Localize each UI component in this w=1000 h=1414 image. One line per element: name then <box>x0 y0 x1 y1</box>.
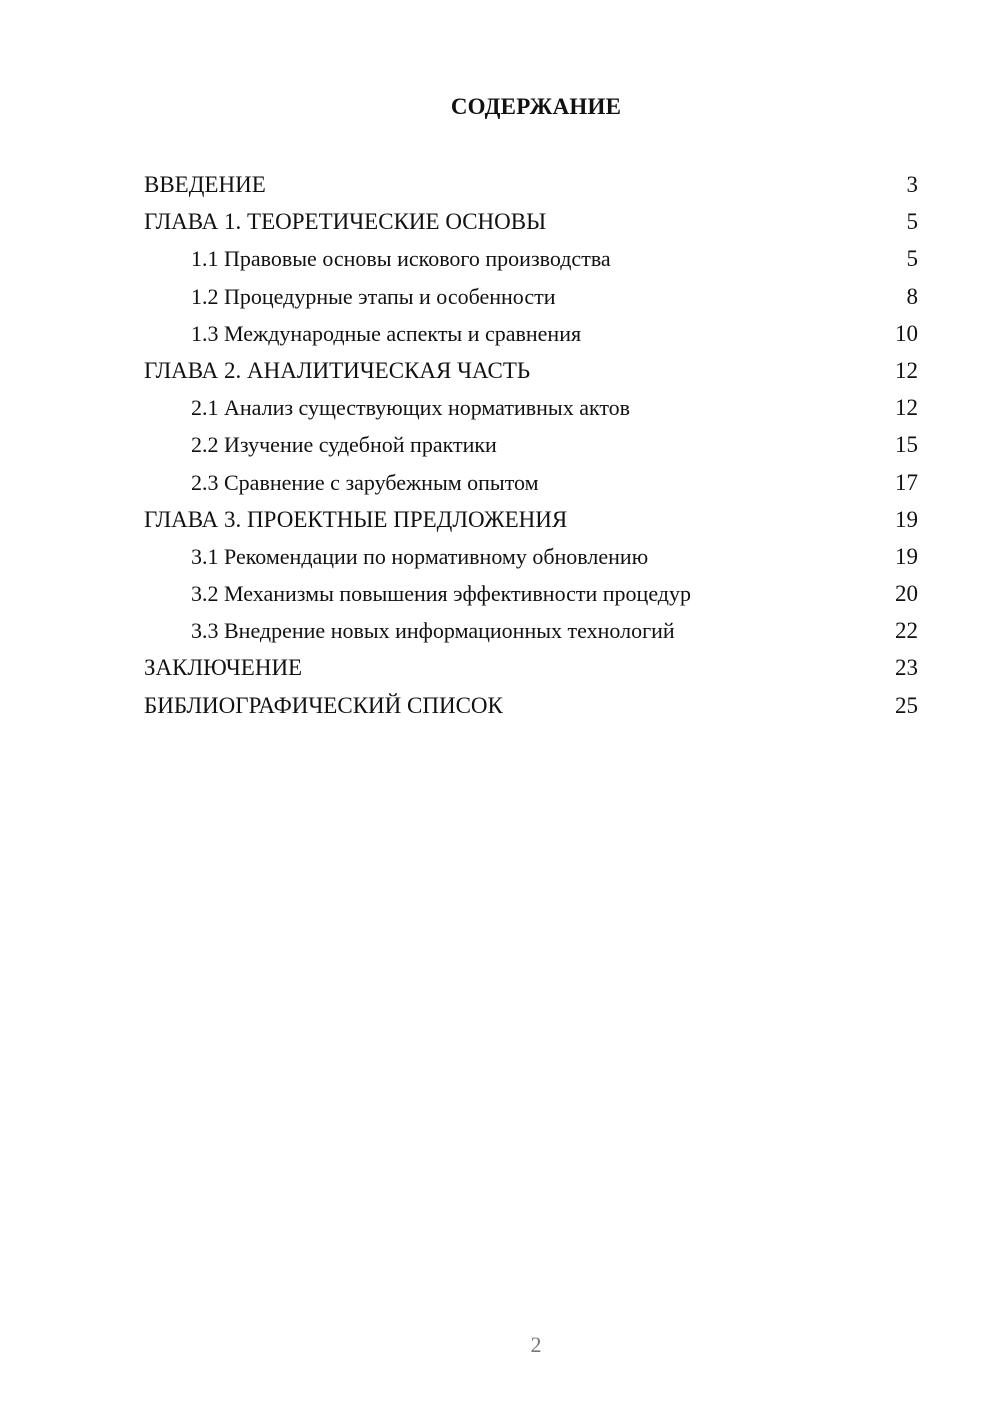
toc-entry-page: 19 <box>895 543 918 569</box>
toc-entry-bibliography[interactable] <box>144 687 918 724</box>
toc-entry-title: 2.2 Изучение судебной практики <box>191 432 497 458</box>
toc-entry-title: БИБЛИОГРАФИЧЕСКИЙ СПИСОК <box>144 692 503 718</box>
toc-entry-page: 5 <box>906 209 918 235</box>
toc-entry-section-2-3[interactable] <box>144 464 918 501</box>
toc-entry-title: ГЛАВА 2. АНАЛИТИЧЕСКАЯ ЧАСТЬ <box>144 357 531 383</box>
toc-entry-page: 25 <box>895 692 918 718</box>
toc-entry-page: 10 <box>895 320 918 346</box>
toc-entry-page: 12 <box>895 395 918 421</box>
toc-entry-introduction[interactable] <box>144 166 918 203</box>
toc-entry-title: ГЛАВА 3. ПРОЕКТНЫЕ ПРЕДЛОЖЕНИЯ <box>144 506 568 532</box>
page-number: 2 <box>530 1332 542 1357</box>
toc-entry-page: 23 <box>895 655 918 681</box>
toc-entry-title: ГЛАВА 1. ТЕОРЕТИЧЕСКИЕ ОСНОВЫ <box>144 209 547 235</box>
toc-entry-page: 8 <box>906 283 918 309</box>
toc-entry-page: 12 <box>895 357 918 383</box>
toc-entry-page: 15 <box>895 432 918 458</box>
toc-entry-page: 17 <box>895 469 918 495</box>
toc-entry-title: ВВЕДЕНИЕ <box>144 172 266 197</box>
toc-entry-section-1-2[interactable] <box>144 278 918 315</box>
toc-entry-section-3-1[interactable] <box>144 538 918 575</box>
toc-entry-chapter-2[interactable] <box>144 352 918 389</box>
toc-entry-title: 1.1 Правовые основы искового производства <box>191 246 611 272</box>
toc-entry-page: 3 <box>906 172 918 197</box>
toc-entry-title: 2.1 Анализ существующих нормативных актов <box>191 395 631 421</box>
toc-entry-chapter-3[interactable] <box>144 501 918 538</box>
toc-entry-page: 22 <box>895 618 918 644</box>
toc-entry-title: 2.3 Сравнение с зарубежным опытом <box>191 469 539 495</box>
toc-entry-conclusion[interactable] <box>144 649 918 686</box>
toc-entry-chapter-1[interactable] <box>144 203 918 240</box>
toc-entry-section-3-3[interactable] <box>144 612 918 649</box>
table-of-contents <box>144 166 918 724</box>
toc-entry-title: 3.1 Рекомендации по нормативному обновлению <box>191 543 649 569</box>
toc-entry-section-2-2[interactable] <box>144 426 918 463</box>
toc-entry-section-1-3[interactable] <box>144 315 918 352</box>
toc-entry-section-3-2[interactable] <box>144 575 918 612</box>
toc-entry-section-1-1[interactable] <box>144 240 918 277</box>
toc-entry-page: 5 <box>906 246 918 272</box>
toc-entry-title: ЗАКЛЮЧЕНИЕ <box>144 655 303 681</box>
toc-entry-page: 19 <box>895 506 918 532</box>
toc-entry-page: 20 <box>895 581 918 607</box>
toc-entry-title: 3.3 Внедрение новых информационных технологий <box>191 618 675 644</box>
toc-entry-title: 1.3 Международные аспекты и сравнения <box>191 320 582 346</box>
toc-entry-title: 3.2 Механизмы повышения эффективности процедур <box>191 581 691 607</box>
toc-entry-title: 1.2 Процедурные этапы и особенности <box>191 283 556 309</box>
toc-heading: СОДЕРЖАНИЕ <box>450 94 622 119</box>
toc-entry-section-2-1[interactable] <box>144 389 918 426</box>
